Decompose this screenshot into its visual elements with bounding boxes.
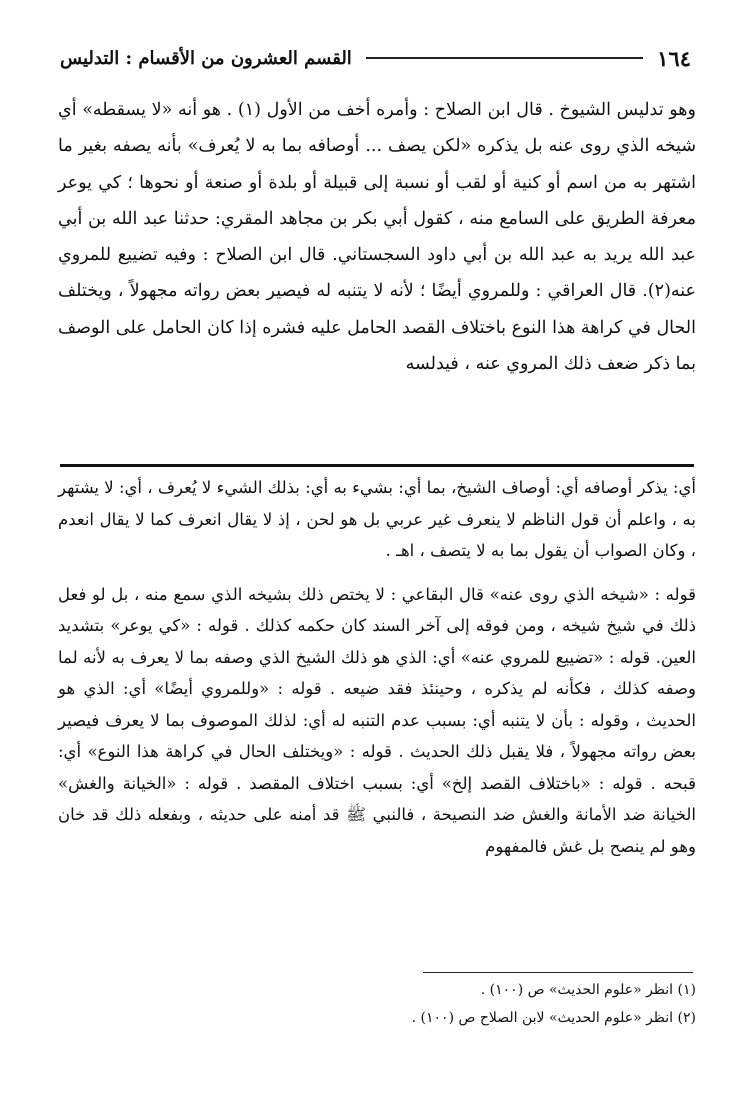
main-text <box>58 92 696 382</box>
footnote-rule <box>423 972 693 973</box>
commentary-text <box>58 472 696 862</box>
main-paragraph: وهو تدليس الشيوخ . قال ابن الصلاح : وأمره أخف من الأول (١) . هو أنه «لا يسقطه» أي شيخه الذي روى عنه بل يذكره «لكن يصف ... أوصافه بما به لا يُعرف» بأنه يصفه بغير ما اشتهر به من اسم أو كنية أو لقب أو نسبة إلى قبيلة أو بلدة أو صنعة أو نحوها ؛ كي يوعر معرفة الطريق على السامع منه ، كقول أبي بكر بن مجاهد المقري: حدثنا عبد الله بن أبي عبد الله يريد به عبد الله بن أبي داود السجستاني. قال ابن الصلاح : وفيه تضييع للمروي عنه(٢). قال العراقي : وللمروي أيضًا ؛ لأنه لا يتنبه له فيصير بعض رواته مجهولاً ، ويختلف الحال في كراهة هذا النوع باختلاف القصد الحامل عليه فشره إذا كان الحامل على الوصف بما ذكر ضعف ذلك المروي عنه ، فيدلسه <box>57 100 696 375</box>
running-header <box>60 38 691 78</box>
page-number: ١٦٤ <box>657 45 691 71</box>
footnotes <box>58 976 696 1032</box>
commentary-paragraph-1: أي: يذكر أوصافه أي: أوصاف الشيخ، بما أي: بشيء به أي: بذلك الشيء لا يُعرف ، أي: لا يشتهر به ، واعلم أن قول الناظم لا ينعرف غير عربي بل هو لحن ، إذ لا يقال انعرف كما لا يقال انعدم ، وكان الصواب أن يقول بما به لا يتصف ، اهـ . <box>58 478 696 560</box>
running-title: القسم العشرون من الأقسام : التدليس <box>60 47 352 69</box>
section-divider <box>60 464 694 467</box>
footnote-1: (١) انظر «علوم الحديث» ص (١٠٠) . <box>480 982 696 998</box>
footnote-2: (٢) انظر «علوم الحديث» لابن الصلاح ص (١٠٠) . <box>411 1010 696 1026</box>
commentary-paragraph-2: قوله : «شيخه الذي روى عنه» قال البقاعي : لا يختص ذلك بشيخه الذي سمع منه ، بل لو فعل ذلك في شيخ شيخه ، ومن فوقه إلى آخر السند كان حكمه كذلك . قوله : «كي يوعر» بتشديد العين. قوله : «تضييع للمروي عنه» أي: الذي هو ذلك الشيخ الذي وصفه بما لا يعرف به لأنه لما وصفه كذلك ، فكأنه لم يذكره ، وحينئذ فقد ضيعه . قوله : «وللمروي أيضًا» أي: الذي هو الحديث ، وقوله : بأن لا يتنبه أي: بسبب عدم التنبه له أي: لذلك الموصوف بما لا يعرف فيصير بعض رواته مجهولاً ، فلا يقبل ذلك الحديث . قوله : «ويختلف الحال في كراهة هذا النوع» أي: قبحه . قوله : «باختلاف القصد إلخ» أي: بسبب اختلاف المقصد . قوله : «الخيانة والغش» الخيانة ضد الأمانة والغش ضد النصيحة ، فالنبي ﷺ قد أمنه على حديثه ، وبفعله ذلك قد خان وهو لم ينصح بل غش فالمفهوم <box>58 584 696 856</box>
header-rule <box>366 57 643 59</box>
